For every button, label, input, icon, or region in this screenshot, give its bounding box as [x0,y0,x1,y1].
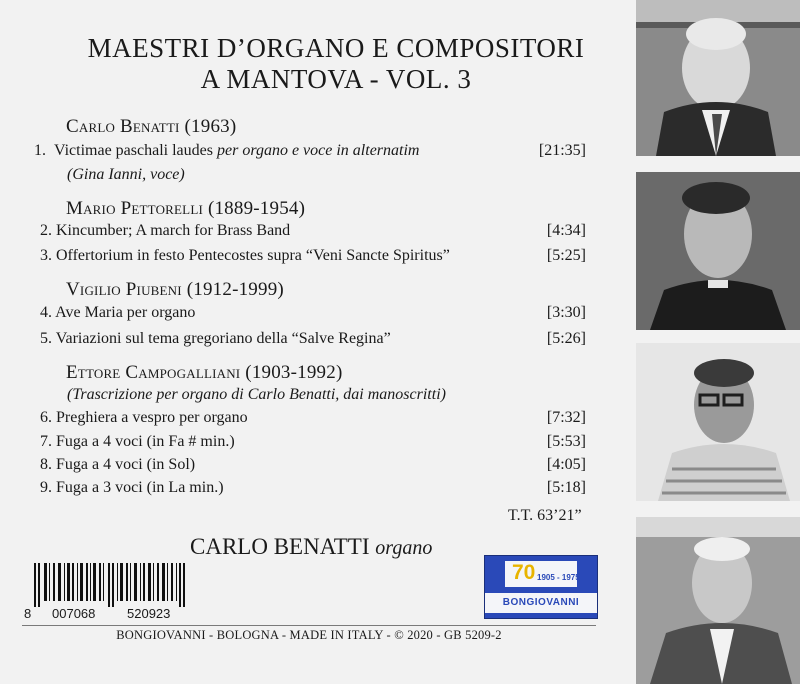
track-number: 9. [40,479,52,496]
portrait-photo-4 [636,517,800,684]
portrait-photo-3 [636,343,800,501]
barcode-left-group: 007068 [52,606,96,621]
track-title: Fuga a 3 voci (in La min.) [56,479,224,496]
track-duration: [5:53] [546,433,586,450]
composer-last-name: Piubeni [125,279,182,300]
bongiovanni-logo [484,555,598,619]
transcription-note: (Trascrizione per organo di Carlo Benatti, dai manoscritti) [67,386,446,403]
anniversary-years: 1905 - 1975 [537,573,580,582]
portrait-photo-icon [636,172,800,330]
composer-dates: (1963) [179,116,237,137]
track-title: Variazioni sul tema gregoriano della “Salve Regina” [55,330,391,347]
barcode [22,563,202,623]
track-duration: [5:26] [546,330,586,347]
track-number: 5. [40,330,52,347]
barcode-right-group: 520923 [127,606,171,621]
performer-credit [190,534,432,560]
composer-first-name: Vigilio [66,279,126,300]
track-duration: [21:35] [538,142,586,159]
barcode-first-digit: 8 [24,606,32,621]
track-number: 2. [40,222,52,239]
track-duration: [7:32] [546,409,586,426]
track-title: Fuga a 4 voci (in Fa # min.) [56,433,235,450]
track-duration: [3:30] [546,304,586,321]
total-time: T.T. 63’21” [508,507,582,524]
track-duration: [4:34] [546,222,586,239]
composer-heading [66,279,284,301]
track-number: 1. [34,142,46,159]
track-title: Preghiera a vespro per organo [56,409,248,426]
composer-first-name: Mario [66,198,121,219]
track-duration: [5:18] [546,479,586,496]
track-number: 7. [40,433,52,450]
track-number: 3. [40,247,52,264]
composer-heading [66,116,236,138]
composer-last-name: Campogalliani [125,362,241,383]
track-title: Ave Maria per organo [55,304,196,321]
track-title-italic: per organo e voce in alternatim [212,142,420,159]
composer-first-name: Carlo [66,116,121,137]
performer-instrument: organo [375,537,433,559]
track-number: 8. [40,456,52,473]
footer-credit: BONGIOVANNI - BOLOGNA - MADE IN ITALY - © 2020 - GB 5209-2 [116,628,502,642]
composer-heading [66,198,305,220]
barcode-bars-icon [22,563,202,607]
portrait-photo-icon [636,0,800,156]
composer-last-name: Pettorelli [120,198,203,219]
track-note: (Gina Ianni, voce) [67,166,185,183]
anniversary-number: 70 [512,561,536,584]
track-number: 4. [40,304,52,321]
track-duration: [5:25] [546,247,586,264]
track-title: Offertorium in festo Pentecostes supra “Veni Sancte Spiritus” [56,247,450,264]
track-title: Fuga a 4 voci (in Sol) [56,456,196,473]
portrait-photo-1 [636,0,800,156]
portrait-photo-icon [636,343,800,501]
portrait-photo-icon [636,517,800,684]
composer-dates: (1889-1954) [203,198,306,219]
label-brand: BONGIOVANNI [485,593,597,613]
performer-name: CARLO BENATTI [190,534,370,559]
track-title: Victimae paschali laudes [54,142,213,159]
track-title: Kincumber; A march for Brass Band [56,222,291,239]
album-title-line1: MAESTRI D’ORGANO E COMPOSITORI [87,33,585,63]
composer-first-name: Ettore [66,362,126,383]
footer-divider [22,625,596,626]
composer-dates: (1912-1999) [181,279,284,300]
composer-dates: (1903-1992) [240,362,343,383]
composer-last-name: Benatti [120,116,180,137]
composer-heading [66,362,342,384]
album-title-line2: A MANTOVA - VOL. 3 [200,64,472,94]
track-number: 6. [40,409,52,426]
portrait-photo-2 [636,172,800,330]
track-duration: [4:05] [546,456,586,473]
